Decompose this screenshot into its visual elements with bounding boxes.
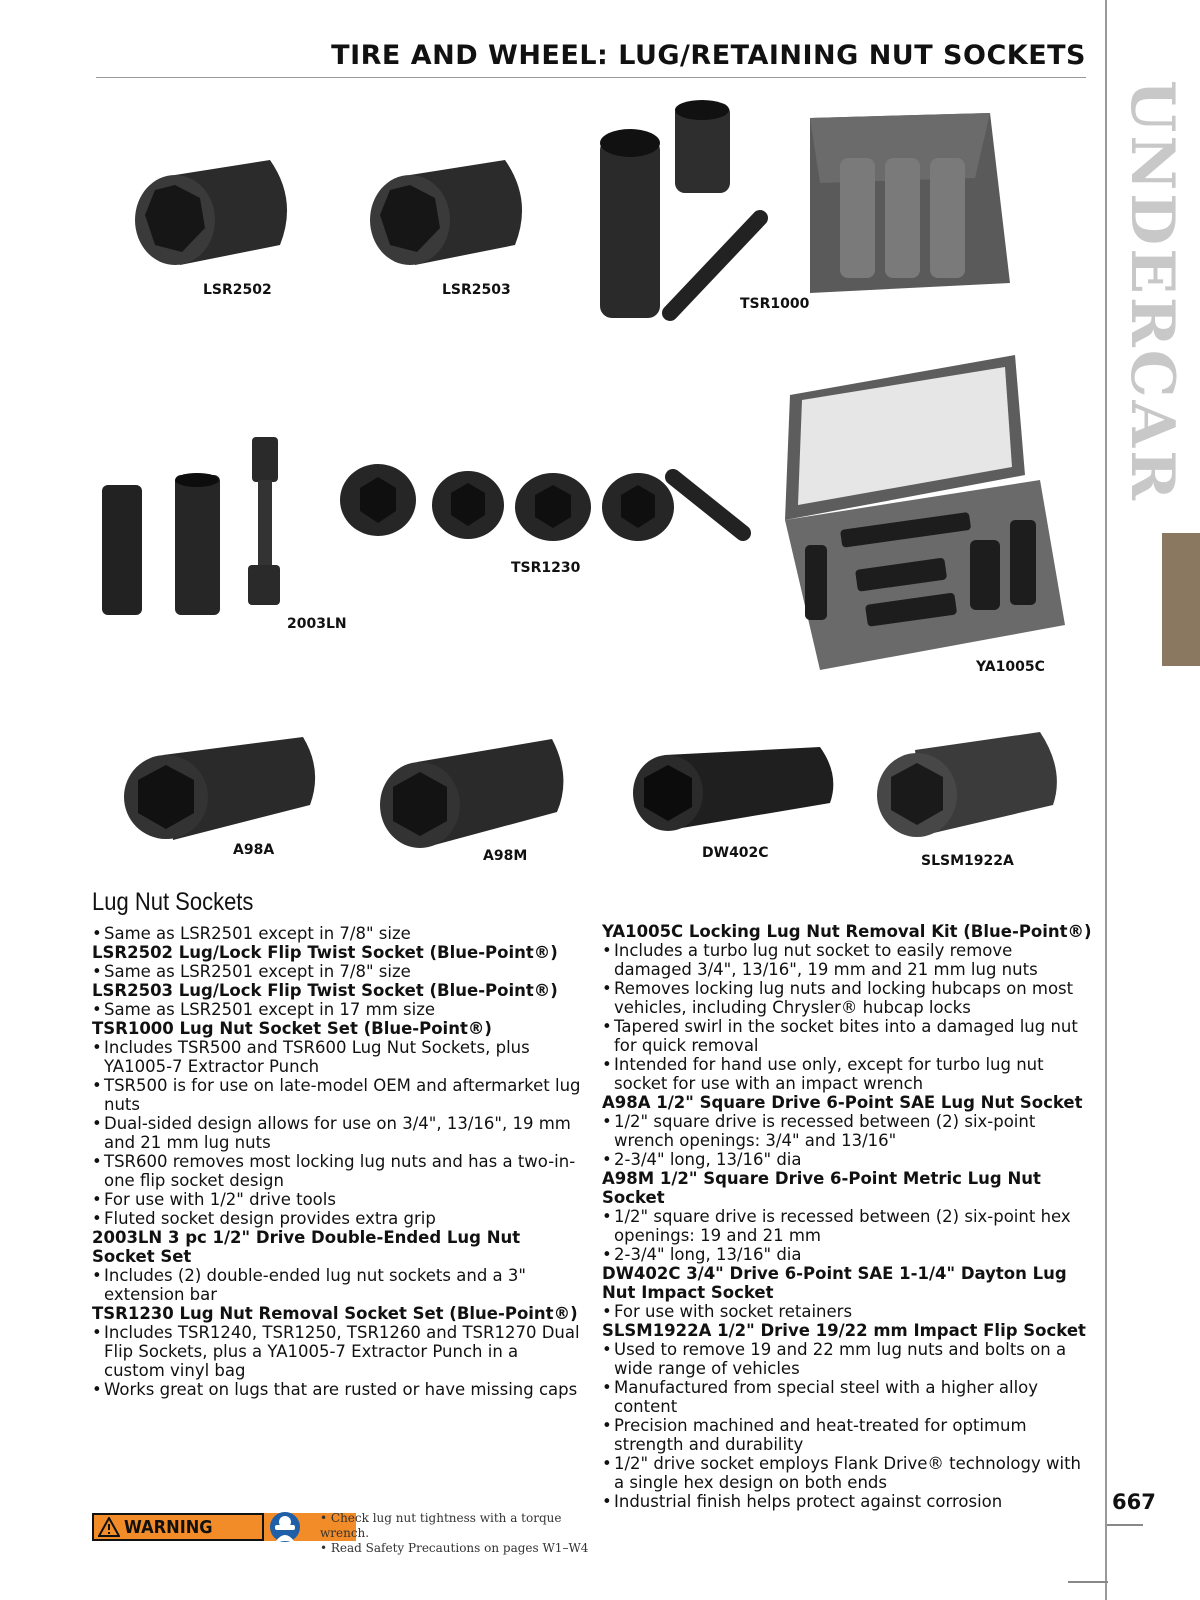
- product-photo-dw402c: [630, 745, 840, 840]
- right-blocks: [602, 922, 1092, 1511]
- bullet-list: [602, 1302, 1092, 1321]
- bullet-item: • Includes (2) double-ended lug nut sockets and a 3" extension bar: [92, 1266, 582, 1304]
- product-photo-lsr2502: [120, 150, 300, 280]
- bullet-item: • Tapered swirl in the socket bites into a damaged lug nut for quick removal: [602, 1017, 1092, 1055]
- bullet-list: [602, 1112, 1092, 1169]
- bullet-item: • Fluted socket design provides extra grip: [92, 1209, 582, 1228]
- bullet-item: • 2-3/4" long, 13/16" dia: [602, 1245, 1092, 1264]
- product-label: LSR2503: [442, 282, 511, 298]
- right-column: [602, 922, 1092, 1511]
- warning-triangle-icon: [98, 1517, 120, 1537]
- product-photo-a98a: [118, 735, 323, 850]
- product-label: SLSM1922A: [921, 853, 1014, 869]
- product-photo-ya1005c: [780, 355, 1065, 673]
- bullet-list: [92, 1323, 582, 1399]
- bullet-item: • 1/2" drive socket employs Flank Drive® technology with a single hex design on both ends: [602, 1454, 1092, 1492]
- bullet-item: • Works great on lugs that are rusted or have missing caps: [92, 1380, 582, 1399]
- product-photo-2003ln: [100, 435, 290, 620]
- bullet-item: • For use with socket retainers: [602, 1302, 1092, 1321]
- warning-label: WARNING: [124, 1516, 213, 1538]
- bullet-list: [602, 1340, 1092, 1511]
- bullet-item: • Same as LSR2501 except in 7/8" size: [92, 962, 582, 981]
- bullet-item: • TSR500 is for use on late-model OEM and aftermarket lug nuts: [92, 1076, 582, 1114]
- bullet-item: • Intended for hand use only, except for turbo lug nut socket for use with an impact wrench: [602, 1055, 1092, 1093]
- product-label: YA1005C: [976, 659, 1045, 675]
- product-label: A98A: [233, 842, 275, 858]
- page-number-rule: [1107, 1524, 1143, 1526]
- bullet-item: • For use with 1/2" drive tools: [92, 1190, 582, 1209]
- product-label: DW402C: [702, 845, 769, 861]
- product-label: 2003LN: [287, 616, 347, 632]
- product-label: A98M: [483, 848, 528, 864]
- bullet-item: • Removes locking lug nuts and locking hubcaps on most vehicles, including Chrysler® hubcap locks: [602, 979, 1092, 1017]
- item-title: LSR2503 Lug/Lock Flip Twist Socket (Blue-Point®): [92, 981, 558, 1000]
- warning-note: • Read Safety Precautions on pages W1–W4: [320, 1541, 589, 1555]
- item-title: TSR1230 Lug Nut Removal Socket Set (Blue-Point®): [92, 1304, 578, 1323]
- warning-block: [92, 1511, 612, 1555]
- sidebar-rule: [1105, 0, 1107, 1600]
- item-title: YA1005C Locking Lug Nut Removal Kit (Blue-Point®): [602, 922, 1092, 941]
- item-title: A98A 1/2" Square Drive 6-Point SAE Lug Nut Socket: [602, 1093, 1083, 1112]
- bullet-item: • Manufactured from special steel with a higher alloy content: [602, 1378, 1092, 1416]
- product-label: LSR2502: [203, 282, 272, 298]
- product-photo-tsr1000: [595, 98, 1015, 328]
- section-color-block: [1162, 533, 1200, 666]
- bullet-item: • Includes a turbo lug nut socket to easily remove damaged 3/4", 13/16", 19 mm and 21 mm lug nuts: [602, 941, 1092, 979]
- warning-notes: [320, 1511, 612, 1556]
- warning-badge: [92, 1513, 264, 1541]
- page-number: 667: [1112, 1490, 1156, 1514]
- product-label: TSR1230: [511, 560, 581, 576]
- page-title: TIRE AND WHEEL: LUG/RETAINING NUT SOCKETS: [96, 40, 1086, 78]
- bullet-list: [602, 941, 1092, 1093]
- bullet-item: • Precision machined and heat-treated for optimum strength and durability: [602, 1416, 1092, 1454]
- bullet-list: [92, 924, 582, 943]
- item-title: A98M 1/2" Square Drive 6-Point Metric Lug Nut Socket: [602, 1169, 1041, 1207]
- bullet-item: • TSR600 removes most locking lug nuts and has a two-in-one flip socket design: [92, 1152, 582, 1190]
- bullet-list: [92, 1266, 582, 1304]
- item-title: 2003LN 3 pc 1/2" Drive Double-Ended Lug Nut Socket Set: [92, 1228, 521, 1266]
- safety-goggles-icon: [270, 1511, 300, 1543]
- bullet-item: • Same as LSR2501 except in 17 mm size: [92, 1000, 582, 1019]
- section-heading: Lug Nut Sockets: [92, 888, 254, 916]
- bullet-item: • Includes TSR500 and TSR600 Lug Nut Sockets, plus YA1005-7 Extractor Punch: [92, 1038, 582, 1076]
- section-tab: UNDERCAR: [1117, 80, 1187, 503]
- bottom-rule: [1068, 1581, 1108, 1583]
- bullet-item: • 2-3/4" long, 13/16" dia: [602, 1150, 1092, 1169]
- bullet-item: • Includes TSR1240, TSR1250, TSR1260 and TSR1270 Dual Flip Sockets, plus a YA1005-7 Extractor Punch in a custom vinyl bag: [92, 1323, 582, 1380]
- left-column: [92, 888, 582, 1399]
- bullet-list: [92, 962, 582, 981]
- product-photo-lsr2503: [355, 150, 535, 280]
- bullet-item: • Dual-sided design allows for use on 3/4", 13/16", 19 mm and 21 mm lug nuts: [92, 1114, 582, 1152]
- bullet-list: [602, 1207, 1092, 1264]
- bullet-item: • 1/2" square drive is recessed between (2) six-point hex openings: 19 and 21 mm: [602, 1207, 1092, 1245]
- product-photo-a98m: [377, 737, 572, 857]
- product-photo-tsr1230: [338, 455, 758, 550]
- left-blocks: [92, 924, 582, 1399]
- bullet-item: • Industrial finish helps protect against corrosion: [602, 1492, 1092, 1511]
- item-title: TSR1000 Lug Nut Socket Set (Blue-Point®): [92, 1019, 492, 1038]
- item-title: DW402C 3/4" Drive 6-Point SAE 1-1/4" Dayton Lug Nut Impact Socket: [602, 1264, 1067, 1302]
- product-photo-slsm1922a: [875, 730, 1065, 850]
- item-title: SLSM1922A 1/2" Drive 19/22 mm Impact Flip Socket: [602, 1321, 1086, 1340]
- bullet-item: • 1/2" square drive is recessed between (2) six-point wrench openings: 3/4" and 13/16": [602, 1112, 1092, 1150]
- warning-note: • Check lug nut tightness with a torque wrench.: [320, 1511, 562, 1540]
- item-title: LSR2502 Lug/Lock Flip Twist Socket (Blue-Point®): [92, 943, 558, 962]
- bullet-item: • Used to remove 19 and 22 mm lug nuts and bolts on a wide range of vehicles: [602, 1340, 1092, 1378]
- bullet-item: • Same as LSR2501 except in 7/8" size: [92, 924, 582, 943]
- product-label: TSR1000: [740, 296, 810, 312]
- bullet-list: [92, 1038, 582, 1228]
- bullet-list: [92, 1000, 582, 1019]
